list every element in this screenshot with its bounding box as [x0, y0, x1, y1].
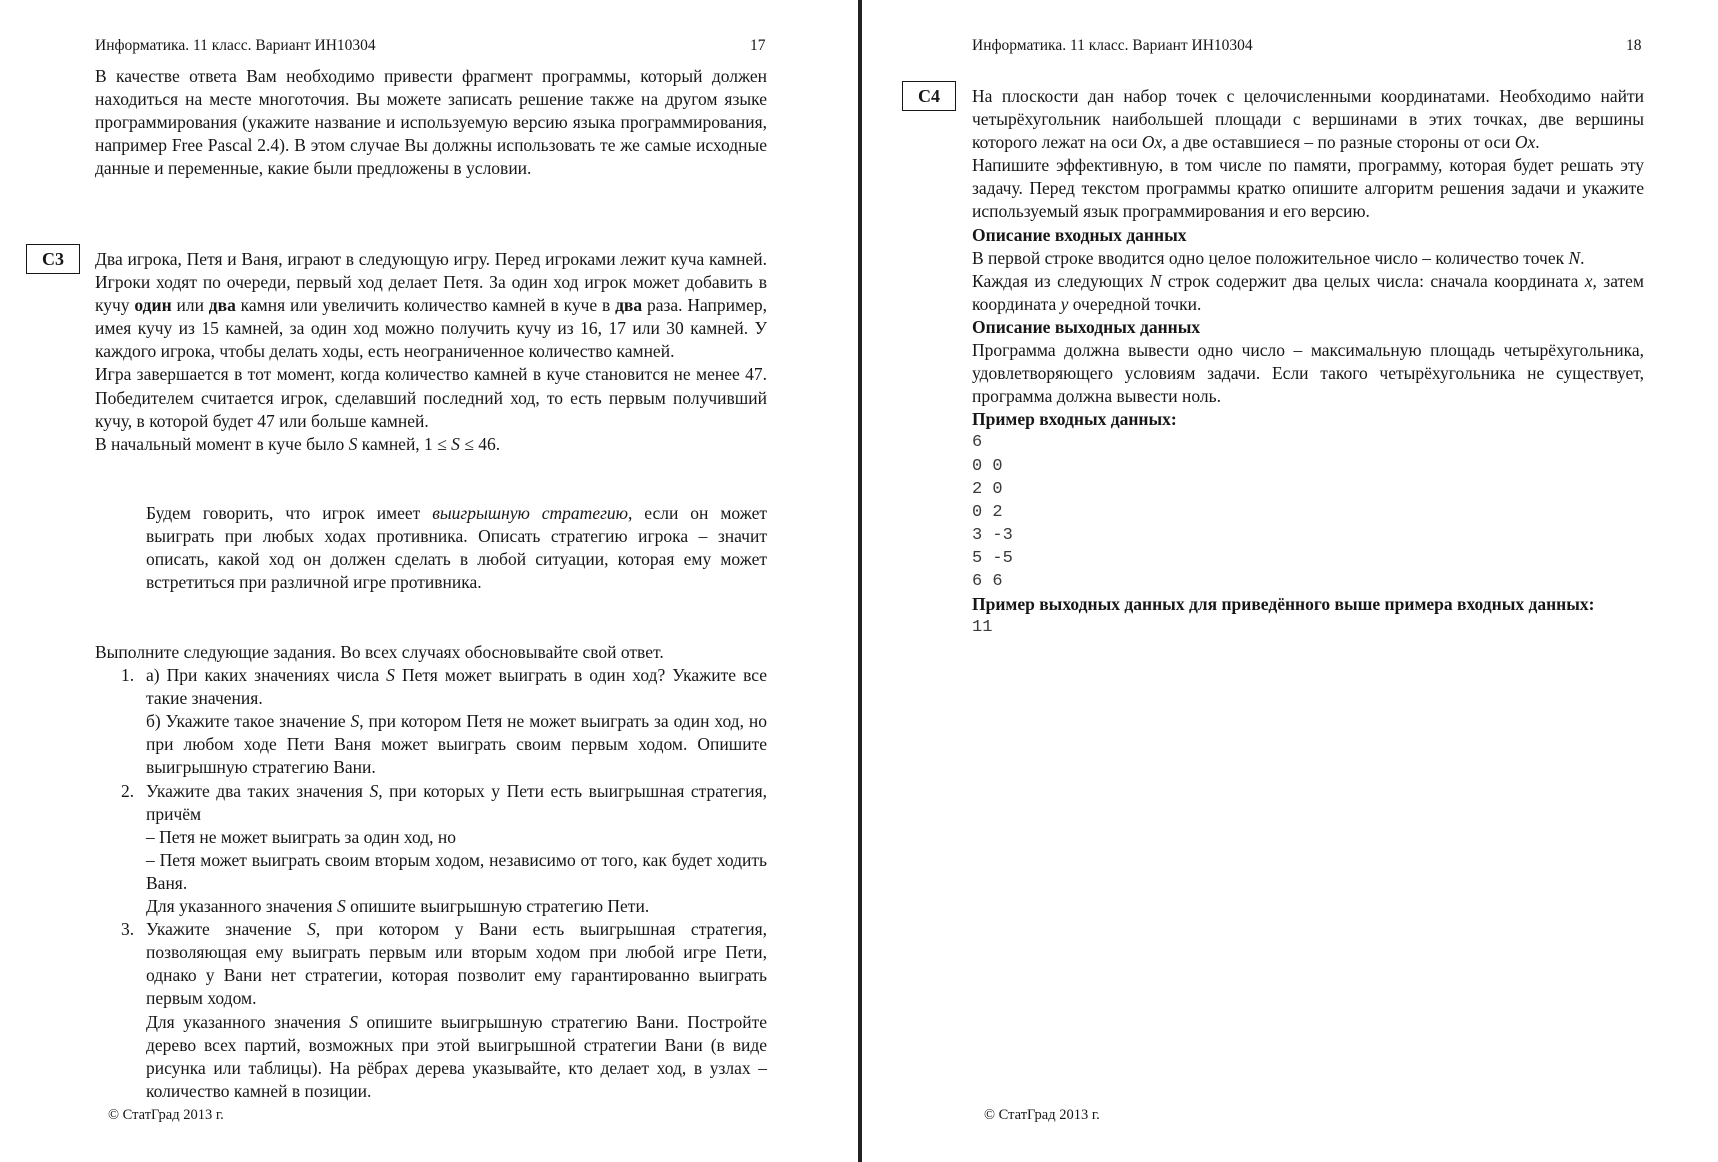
- c4-paragraph-2: Напишите эффективную, в том числе по памяти, программу, которая будет решать эту задачу. Перед текстом программы кратко опишите алгоритм решения задачи и укажите используемый язык программирования и его версию.: [972, 155, 1644, 222]
- example-input-heading: Пример входных данных:: [972, 409, 1177, 430]
- page-footer: © СтатГрад 2013 г.: [108, 1107, 224, 1123]
- intro-paragraph: [95, 65, 767, 180]
- input-paragraph-1: В первой строке вводится одно целое положительное число – количество точек N.: [972, 247, 1585, 268]
- task-list: [95, 664, 767, 1103]
- task-3: 3. Укажите значение S, при котором у Вани есть выигрышная стратегия, позволяющая ему выиграть первым или вторым ходом при любой игре Пети, однако у Вани нет стратегии, которая позволит ему гарантированно выиграть первым ходом. Для указанного значения S опишите выигрышную стратегию Вани. Постройте дерево всех партий, возможных при этой выигрышной стратегии Вани (в виде рисунка или таблицы). На рёбрах дерева указывайте, кто делает ход, в узлах – количество камней в позиции.: [121, 919, 767, 1101]
- c3-paragraph-1: Два игрока, Петя и Ваня, играют в следующую игру. Перед игроками лежит куча камней. Игроки ходят по очереди, первый ход делает Петя. За один ход игрок может добавить в кучу один или два камня или увеличить количество камней в куче в два раза. Например, имея кучу из 15 камней, за один ход можно получить кучу из 16, 17 или 30 камней. У каждого игрока, чтобы делать ходы, есть неограниченное количество камней.: [95, 249, 767, 362]
- c3-paragraph-2: Игра завершается в тот момент, когда количество камней в куче становится не менее 47. Победителем считается игрок, сделавший последний ход, то есть первым получивший кучу, в которой будет 47 или больше камней.: [95, 364, 767, 431]
- intro-text: В качестве ответа Вам необходимо привести фрагмент программы, который должен находиться на месте многоточия. Вы можете записать решение также на другом языке программирования (укажите название и используемую версию языка программирования, например Free Pascal 2.4). В этом случае Вы должны использовать те же самые исходные данные и переменные, какие были предложены в условии.: [95, 66, 767, 179]
- c3-definition: Будем говорить, что игрок имеет выигрышную стратегию, если он может выиграть при любых ходах противника. Описать стратегию игрока – значит описать, какой ход он должен сделать в любой ситуации, которая ему может встретиться при различной игре противника.: [146, 503, 767, 593]
- c3-tasks: [95, 641, 767, 1103]
- task-label-c4: C4: [902, 81, 956, 111]
- page-number: 18: [1626, 37, 1642, 54]
- page-footer: © СтатГрад 2013 г.: [984, 1107, 1100, 1123]
- page-header-title: Информатика. 11 класс. Вариант ИН10304: [972, 37, 1253, 54]
- c3-paragraph-3: В начальный момент в куче было S камней, 1 ≤ S ≤ 46.: [95, 433, 501, 454]
- example-input-code: 6 0 0 2 0 0 2 3 -3 5 -5 6 6: [972, 433, 1013, 591]
- c4-statement: [972, 85, 1644, 639]
- example-output-heading: Пример выходных данных для приведённого выше примера входных данных:: [972, 594, 1595, 615]
- task-1: 1. а) При каких значениях числа S Петя может выиграть в один ход? Укажите все такие значения. б) Укажите такое значение S, при котором Петя не может выиграть за один ход, но при любом ходе Пети Ваня может выиграть своим первым ходом. Опишите выигрышную стратегию Вани.: [121, 665, 767, 778]
- page-number: 17: [750, 37, 766, 54]
- input-paragraph-2: Каждая из следующих N строк содержит два целых числа: сначала координата x, затем координата y очередной точки.: [972, 270, 1645, 314]
- left-page: [0, 0, 858, 1162]
- page-header-title: Информатика. 11 класс. Вариант ИН10304: [95, 37, 376, 54]
- input-heading: Описание входных данных: [972, 224, 1187, 245]
- right-page: [862, 0, 1718, 1162]
- output-heading: Описание выходных данных: [972, 316, 1201, 337]
- c3-instructions: Выполните следующие задания. Во всех случаях обосновывайте свой ответ.: [95, 642, 664, 662]
- c4-paragraph-1: На плоскости дан набор точек с целочисленными координатами. Необходимо найти четырёхугольник наибольшей площади с вершинами в этих точках, две вершины которого лежат на оси Ox, а две оставшиеся – по разные стороны от оси Ox.: [972, 86, 1644, 153]
- output-paragraph: Программа должна вывести одно число – максимальную площадь четырёхугольника, удовлетворяющего условиям задачи. Если такого четырёхугольника не существует, программа должна вывести ноль.: [972, 340, 1644, 407]
- example-output-code: 11: [972, 618, 993, 638]
- task-2: 2. Укажите два таких значения S, при которых у Пети есть выигрышная стратегия, причём – Петя не может выиграть за один ход, но – Петя может выиграть своим вторым ходом, независимо от того, как будет ходить Ваня. Для указанного значения S опишите выигрышную стратегию Пети.: [121, 780, 767, 917]
- task-label-c3: C3: [26, 244, 80, 274]
- c3-statement: [95, 248, 767, 456]
